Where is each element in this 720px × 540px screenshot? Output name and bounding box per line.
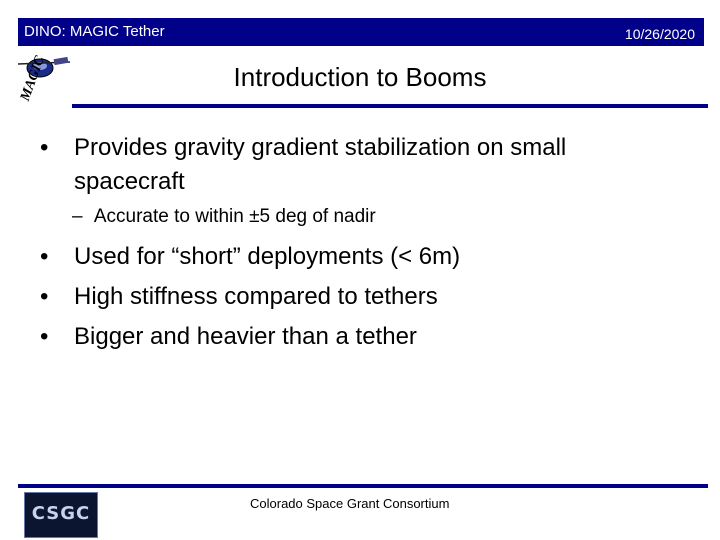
footer-rule xyxy=(18,484,708,488)
csgc-logo-text: CSGC xyxy=(31,503,91,524)
bullet-text: Used for “short” deployments (< 6m) xyxy=(74,243,461,270)
header-bar xyxy=(18,18,704,46)
bullet-symbol: • xyxy=(40,323,49,350)
bullet-text: Provides gravity gradient stabilization on small spacecraft xyxy=(74,134,567,195)
sub-bullet-text: Accurate to within ±5 deg of nadir xyxy=(93,206,376,227)
csgc-logo xyxy=(24,492,98,538)
svg-text:MAGIC: MAGIC xyxy=(17,54,48,104)
bullet-symbol: • xyxy=(40,134,49,161)
slide-title: Introduction to Booms xyxy=(233,62,487,92)
header-date: 10/26/2020 xyxy=(624,26,695,42)
magic-logo-icon xyxy=(10,52,76,106)
footer-organization: Colorado Space Grant Consortium xyxy=(250,496,450,511)
sub-bullet-dash: – xyxy=(72,206,83,227)
bullet-text: High stiffness compared to tethers xyxy=(74,283,438,310)
bullet-symbol: • xyxy=(40,243,49,270)
bullet-text: Bigger and heavier than a tether xyxy=(74,323,417,350)
bullet-symbol: • xyxy=(40,283,49,310)
title-rule xyxy=(72,104,708,108)
sub-bullet-item xyxy=(72,206,376,228)
header-project-name: DINO: MAGIC Tether xyxy=(24,23,165,40)
